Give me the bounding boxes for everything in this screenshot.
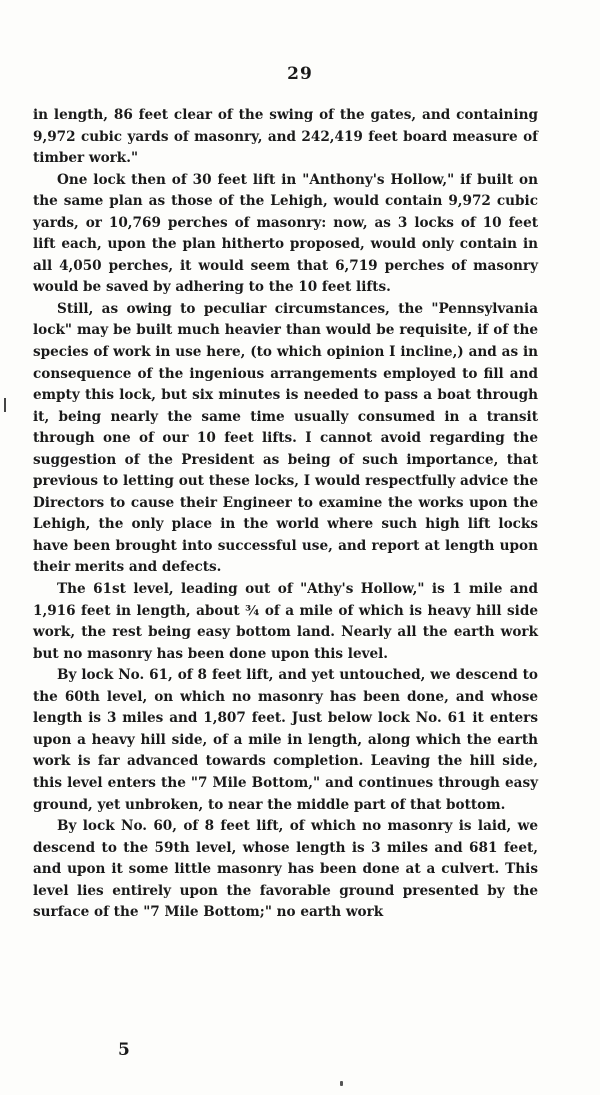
- paragraph-lock-61: By lock No. 61, of 8 feet lift, and yet untouched, we descend to the 60th level, on which no masonry has been done, and whose length is 3 miles and 1,807 feet. Just below lock No. 61 it enters upon a heavy hill side, of a mile in length, along which the earth work is far advanced towards completion. Leaving the hill side, this level enters the "7 Mile Bottom," and continues through easy ground, yet unbroken, to near the middle part of that bottom.: [33, 667, 538, 813]
- page-number: 29: [287, 64, 313, 84]
- paragraph-anthonys-hollow: One lock then of 30 feet lift in "Anthony's Hollow," if built on the same plan as those of the Lehigh, would contain 9,972 cubic yards, or 10,769 perches of masonry: now, as 3 locks of 10 feet lift each, upon the plan hitherto proposed, would only contain in all 4,050 perches, it would seem that 6,719 perches of masonry would be saved by adhering to the 10 feet lifts.: [33, 171, 538, 296]
- body-text: [33, 105, 538, 924]
- paragraph-pennsylvania-lock: Still, as owing to peculiar circumstances, the "Pennsylvania lock" may be built much heavier than would be requisite, if of the species of work in use here, (to which opinion I incline,) and as in consequence of the ingenious arrangements employed to fill and empty this lock, but six minutes is needed to pass a boat through it, being nearly the same time usually consumed in a transit through one of our 10 feet lifts. I cannot avoid regarding the suggestion of the President as being of such importance, that previous to letting out these locks, I would respectfully advice the Directors to cause their Engineer to examine the works upon the Lehigh, the only place in the world where such high lift locks have been brought into successful use, and report at length upon their merits and defects.: [33, 300, 538, 576]
- paragraph-61st-level: The 61st level, leading out of "Athy's Hollow," is 1 mile and 1,916 feet in length, about ¾ of a mile of which is heavy hill side work, the rest being easy bottom land. Nearly all the earth work but no masonry has been done upon this level.: [33, 581, 538, 662]
- signature-mark: 5: [118, 1040, 130, 1060]
- paragraph-lock-60: By lock No. 60, of 8 feet lift, of which no masonry is laid, we descend to the 59th level, whose length is 3 miles and 681 feet, and upon it some little masonry has been done at a culvert. This level lies entirely upon the favorable ground presented by the surface of the "7 Mile Bottom;" no earth work: [33, 818, 538, 921]
- paragraph-continuation: in length, 86 feet clear of the swing of the gates, and containing 9,972 cubic yards of masonry, and 242,419 feet board measure of timber work.": [33, 107, 538, 167]
- print-speck: [340, 1081, 343, 1086]
- margin-mark: [4, 398, 6, 412]
